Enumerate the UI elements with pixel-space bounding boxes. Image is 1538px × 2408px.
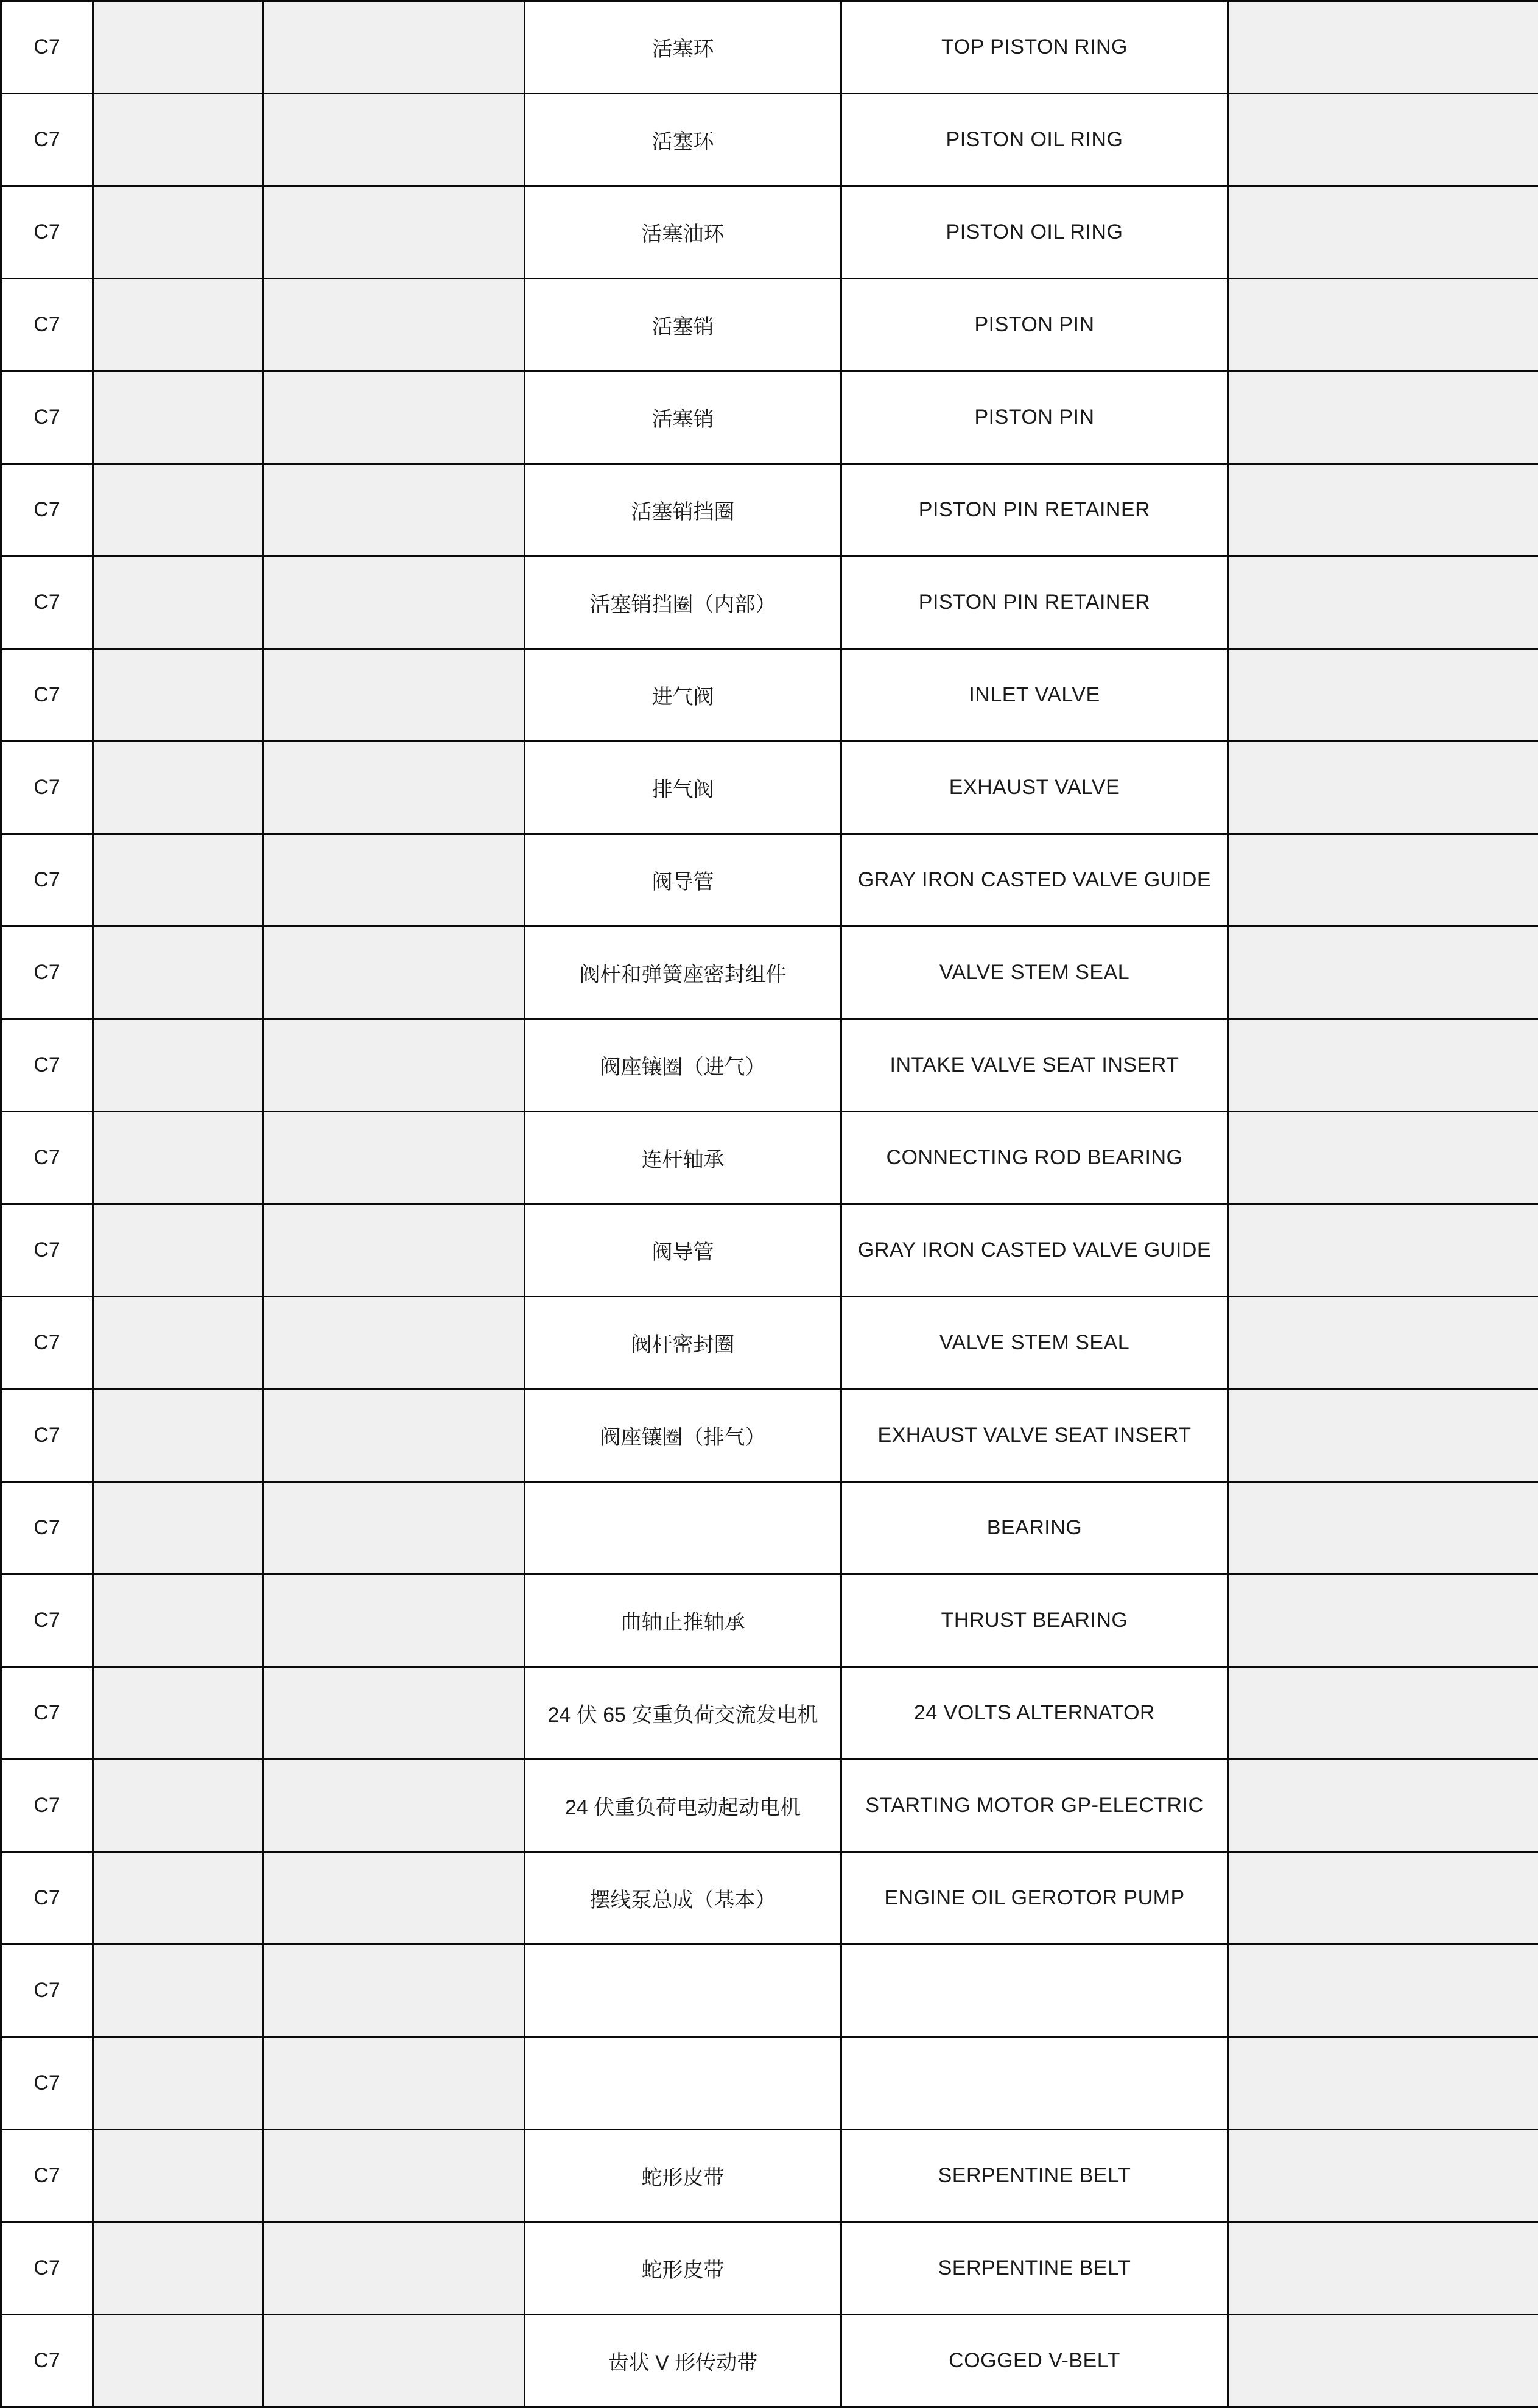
part-name-en-cell: INTAKE VALVE SEAT INSERT: [841, 1019, 1228, 1112]
model-cell: C7: [1, 1112, 93, 1204]
part-name-cn-cell: 阀杆密封圈: [525, 1297, 841, 1389]
part-name-cn-cell: [525, 1945, 841, 2037]
part-name-en-cell: EXHAUST VALVE SEAT INSERT: [841, 1389, 1228, 1482]
part-name-cn-cell: 排气阀: [525, 742, 841, 834]
part-name-cn-cell: 24 伏重负荷电动起动电机: [525, 1760, 841, 1852]
table-row: [1, 649, 1538, 742]
part-name-en-cell: ENGINE OIL GEROTOR PUMP: [841, 1852, 1228, 1945]
blank-cell-b: [263, 2037, 525, 2130]
blank-cell-a: [93, 186, 263, 279]
blank-cell-c: [1228, 2130, 1538, 2222]
blank-cell-c: [1228, 1389, 1538, 1482]
part-name-cn-cell: 曲轴止推轴承: [525, 1574, 841, 1667]
blank-cell-b: [263, 1204, 525, 1297]
model-cell: C7: [1, 186, 93, 279]
blank-cell-a: [93, 1, 263, 94]
table-row: [1, 1204, 1538, 1297]
part-name-cn-cell: 齿状 V 形传动带: [525, 2315, 841, 2407]
part-name-en-cell: [841, 1945, 1228, 2037]
part-name-en-cell: [841, 2037, 1228, 2130]
part-name-en-cell: PISTON PIN RETAINER: [841, 464, 1228, 556]
blank-cell-a: [93, 371, 263, 464]
part-name-en-cell: TOP PISTON RING: [841, 1, 1228, 94]
blank-cell-b: [263, 1297, 525, 1389]
part-name-en-cell: EXHAUST VALVE: [841, 742, 1228, 834]
blank-cell-c: [1228, 464, 1538, 556]
blank-cell-c: [1228, 649, 1538, 742]
blank-cell-a: [93, 1852, 263, 1945]
blank-cell-a: [93, 1945, 263, 2037]
part-name-en-cell: INLET VALVE: [841, 649, 1228, 742]
part-name-en-cell: PISTON OIL RING: [841, 94, 1228, 186]
blank-cell-b: [263, 556, 525, 649]
part-name-cn-cell: 活塞环: [525, 94, 841, 186]
part-name-cn-cell: 进气阀: [525, 649, 841, 742]
blank-cell-c: [1228, 2037, 1538, 2130]
blank-cell-b: [263, 2315, 525, 2407]
blank-cell-b: [263, 371, 525, 464]
blank-cell-b: [263, 2130, 525, 2222]
table-row: [1, 2222, 1538, 2315]
blank-cell-c: [1228, 1574, 1538, 1667]
model-cell: C7: [1, 1574, 93, 1667]
blank-cell-b: [263, 1482, 525, 1574]
blank-cell-b: [263, 742, 525, 834]
table-row: [1, 1112, 1538, 1204]
part-name-cn-cell: 摆线泵总成（基本）: [525, 1852, 841, 1945]
part-name-en-cell: CONNECTING ROD BEARING: [841, 1112, 1228, 1204]
part-name-en-cell: GRAY IRON CASTED VALVE GUIDE: [841, 834, 1228, 927]
blank-cell-a: [93, 2037, 263, 2130]
blank-cell-b: [263, 1667, 525, 1760]
model-cell: C7: [1, 1945, 93, 2037]
part-name-cn-cell: 活塞销: [525, 371, 841, 464]
table-row: [1, 279, 1538, 371]
blank-cell-a: [93, 1389, 263, 1482]
blank-cell-a: [93, 927, 263, 1019]
part-name-cn-cell: 活塞销挡圈（内部）: [525, 556, 841, 649]
blank-cell-c: [1228, 1112, 1538, 1204]
blank-cell-c: [1228, 1297, 1538, 1389]
part-name-cn-cell: [525, 1482, 841, 1574]
part-name-en-cell: GRAY IRON CASTED VALVE GUIDE: [841, 1204, 1228, 1297]
part-name-en-cell: BEARING: [841, 1482, 1228, 1574]
part-name-cn-cell: 活塞销挡圈: [525, 464, 841, 556]
model-cell: C7: [1, 2222, 93, 2315]
part-name-cn-cell: [525, 2037, 841, 2130]
table-row: [1, 1389, 1538, 1482]
model-cell: C7: [1, 94, 93, 186]
blank-cell-c: [1228, 2222, 1538, 2315]
blank-cell-c: [1228, 1760, 1538, 1852]
part-name-en-cell: SERPENTINE BELT: [841, 2222, 1228, 2315]
table-row: [1, 464, 1538, 556]
blank-cell-a: [93, 1112, 263, 1204]
table-row: [1, 556, 1538, 649]
blank-cell-a: [93, 649, 263, 742]
model-cell: C7: [1, 1, 93, 94]
blank-cell-c: [1228, 1, 1538, 94]
part-name-en-cell: STARTING MOTOR GP-ELECTRIC: [841, 1760, 1228, 1852]
table-row: [1, 1945, 1538, 2037]
blank-cell-c: [1228, 834, 1538, 927]
blank-cell-a: [93, 1482, 263, 1574]
blank-cell-a: [93, 2315, 263, 2407]
blank-cell-b: [263, 927, 525, 1019]
blank-cell-a: [93, 1204, 263, 1297]
model-cell: C7: [1, 1019, 93, 1112]
blank-cell-b: [263, 834, 525, 927]
blank-cell-b: [263, 1852, 525, 1945]
model-cell: C7: [1, 1667, 93, 1760]
model-cell: C7: [1, 1482, 93, 1574]
blank-cell-a: [93, 1760, 263, 1852]
blank-cell-c: [1228, 556, 1538, 649]
model-cell: C7: [1, 649, 93, 742]
table-row: [1, 742, 1538, 834]
model-cell: C7: [1, 2037, 93, 2130]
part-name-en-cell: 24 VOLTS ALTERNATOR: [841, 1667, 1228, 1760]
part-name-cn-cell: 活塞销: [525, 279, 841, 371]
table-row: [1, 1482, 1538, 1574]
blank-cell-c: [1228, 371, 1538, 464]
blank-cell-b: [263, 1389, 525, 1482]
part-name-cn-cell: 阀座镶圈（进气）: [525, 1019, 841, 1112]
part-name-en-cell: VALVE STEM SEAL: [841, 1297, 1228, 1389]
blank-cell-a: [93, 464, 263, 556]
blank-cell-a: [93, 1574, 263, 1667]
table-row: [1, 1852, 1538, 1945]
blank-cell-a: [93, 94, 263, 186]
part-name-en-cell: THRUST BEARING: [841, 1574, 1228, 1667]
model-cell: C7: [1, 371, 93, 464]
blank-cell-b: [263, 1112, 525, 1204]
blank-cell-c: [1228, 1852, 1538, 1945]
part-name-en-cell: COGGED V-BELT: [841, 2315, 1228, 2407]
model-cell: C7: [1, 2315, 93, 2407]
model-cell: C7: [1, 1760, 93, 1852]
blank-cell-c: [1228, 927, 1538, 1019]
part-name-cn-cell: 活塞油环: [525, 186, 841, 279]
model-cell: C7: [1, 1204, 93, 1297]
blank-cell-b: [263, 464, 525, 556]
part-name-en-cell: SERPENTINE BELT: [841, 2130, 1228, 2222]
blank-cell-a: [93, 2130, 263, 2222]
blank-cell-a: [93, 2222, 263, 2315]
blank-cell-b: [263, 186, 525, 279]
table-row: [1, 1, 1538, 94]
model-cell: C7: [1, 742, 93, 834]
table-row: [1, 1667, 1538, 1760]
table-row: [1, 94, 1538, 186]
blank-cell-c: [1228, 1667, 1538, 1760]
blank-cell-c: [1228, 279, 1538, 371]
model-cell: C7: [1, 834, 93, 927]
table-row: [1, 371, 1538, 464]
blank-cell-a: [93, 1667, 263, 1760]
blank-cell-c: [1228, 1019, 1538, 1112]
blank-cell-b: [263, 1019, 525, 1112]
table-row: [1, 2315, 1538, 2407]
blank-cell-b: [263, 1945, 525, 2037]
table-row: [1, 2130, 1538, 2222]
part-name-cn-cell: 阀座镶圈（排气）: [525, 1389, 841, 1482]
blank-cell-a: [93, 1019, 263, 1112]
blank-cell-c: [1228, 2315, 1538, 2407]
model-cell: C7: [1, 279, 93, 371]
blank-cell-a: [93, 834, 263, 927]
part-name-en-cell: PISTON PIN RETAINER: [841, 556, 1228, 649]
part-name-cn-cell: 连杆轴承: [525, 1112, 841, 1204]
part-name-en-cell: PISTON PIN: [841, 371, 1228, 464]
blank-cell-b: [263, 279, 525, 371]
blank-cell-a: [93, 742, 263, 834]
model-cell: C7: [1, 1389, 93, 1482]
blank-cell-a: [93, 556, 263, 649]
blank-cell-b: [263, 1760, 525, 1852]
part-name-cn-cell: 蛇形皮带: [525, 2222, 841, 2315]
blank-cell-c: [1228, 1482, 1538, 1574]
blank-cell-b: [263, 1574, 525, 1667]
part-name-en-cell: VALVE STEM SEAL: [841, 927, 1228, 1019]
blank-cell-c: [1228, 1204, 1538, 1297]
blank-cell-b: [263, 94, 525, 186]
part-name-cn-cell: 活塞环: [525, 1, 841, 94]
blank-cell-b: [263, 1, 525, 94]
table-row: [1, 1297, 1538, 1389]
blank-cell-c: [1228, 94, 1538, 186]
blank-cell-c: [1228, 186, 1538, 279]
blank-cell-a: [93, 1297, 263, 1389]
part-name-cn-cell: 24 伏 65 安重负荷交流发电机: [525, 1667, 841, 1760]
part-name-en-cell: PISTON OIL RING: [841, 186, 1228, 279]
table-row: [1, 1019, 1538, 1112]
model-cell: C7: [1, 556, 93, 649]
table-row: [1, 1760, 1538, 1852]
parts-table-body: [1, 1, 1538, 2407]
blank-cell-b: [263, 649, 525, 742]
blank-cell-b: [263, 2222, 525, 2315]
part-name-cn-cell: 阀导管: [525, 834, 841, 927]
model-cell: C7: [1, 1852, 93, 1945]
part-name-en-cell: PISTON PIN: [841, 279, 1228, 371]
table-row: [1, 927, 1538, 1019]
model-cell: C7: [1, 464, 93, 556]
model-cell: C7: [1, 2130, 93, 2222]
blank-cell-c: [1228, 1945, 1538, 2037]
blank-cell-c: [1228, 742, 1538, 834]
table-row: [1, 1574, 1538, 1667]
part-name-cn-cell: 蛇形皮带: [525, 2130, 841, 2222]
blank-cell-a: [93, 279, 263, 371]
model-cell: C7: [1, 1297, 93, 1389]
table-row: [1, 834, 1538, 927]
table-row: [1, 186, 1538, 279]
table-row: [1, 2037, 1538, 2130]
part-name-cn-cell: 阀导管: [525, 1204, 841, 1297]
part-name-cn-cell: 阀杆和弹簧座密封组件: [525, 927, 841, 1019]
model-cell: C7: [1, 927, 93, 1019]
